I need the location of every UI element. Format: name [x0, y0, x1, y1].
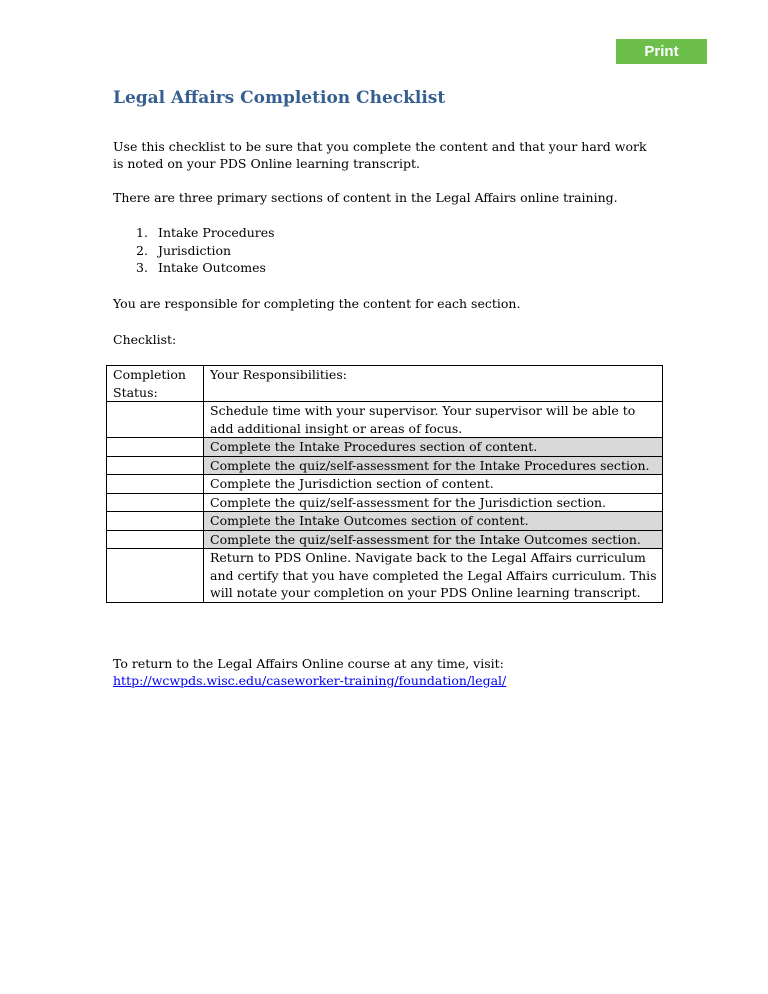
responsibility-cell: Return to PDS Online. Navigate back to the Legal Affairs curriculum and certify that you have completed the Legal Affairs curriculum. This will notate your completion on your PDS Online learning transcript.: [204, 549, 663, 603]
responsibility-cell: Complete the Jurisdiction section of content.: [204, 475, 663, 494]
responsibility-cell: Complete the quiz/self-assessment for the Intake Procedures section.: [204, 456, 663, 475]
list-number: 3.: [136, 260, 148, 275]
list-item: [113, 224, 275, 242]
status-cell[interactable]: [107, 475, 204, 494]
print-button[interactable]: Print: [616, 39, 707, 64]
status-cell[interactable]: [107, 549, 204, 603]
responsibility-cell: Complete the quiz/self-assessment for the Intake Outcomes section.: [204, 530, 663, 549]
table-row: [107, 493, 663, 512]
table-row: [107, 475, 663, 494]
responsibility-note: You are responsible for completing the content for each section.: [113, 296, 521, 311]
header-responsibilities: Your Responsibilities:: [204, 366, 663, 402]
list-label: Intake Procedures: [158, 225, 275, 240]
return-section: [113, 655, 658, 689]
status-cell[interactable]: [107, 438, 204, 457]
status-cell[interactable]: [107, 402, 204, 438]
list-label: Intake Outcomes: [158, 260, 266, 275]
sections-list: [113, 224, 275, 277]
table-row: [107, 438, 663, 457]
list-item: [113, 259, 275, 277]
responsibility-cell: Schedule time with your supervisor. Your supervisor will be able to add additional insight or areas of focus.: [204, 402, 663, 438]
status-cell[interactable]: [107, 493, 204, 512]
status-cell[interactable]: [107, 512, 204, 531]
table-row: [107, 402, 663, 438]
list-number: 2.: [136, 242, 148, 258]
header-status: Completion Status:: [107, 366, 204, 402]
responsibility-cell: Complete the Intake Procedures section of content.: [204, 438, 663, 457]
list-label: Jurisdiction: [158, 242, 232, 258]
table-row: [107, 512, 663, 531]
status-cell[interactable]: [107, 456, 204, 475]
table-row: [107, 549, 663, 603]
table-header-row: [107, 366, 663, 402]
checklist-table: [106, 365, 663, 603]
list-item: [113, 242, 275, 260]
status-cell[interactable]: [107, 530, 204, 549]
return-text: To return to the Legal Affairs Online course at any time, visit:: [113, 656, 504, 671]
sections-intro: There are three primary sections of content in the Legal Affairs online training.: [113, 190, 618, 205]
responsibility-cell: Complete the quiz/self-assessment for the Jurisdiction section.: [204, 493, 663, 512]
table-row: [107, 530, 663, 549]
table-row: [107, 456, 663, 475]
course-link[interactable]: http://wcwpds.wisc.edu/caseworker-training/foundation/legal/: [113, 673, 507, 688]
intro-paragraph: Use this checklist to be sure that you complete the content and that your hard work is noted on your PDS Online learning transcript.: [113, 139, 647, 171]
responsibility-cell: Complete the Intake Outcomes section of content.: [204, 512, 663, 531]
checklist-label: Checklist:: [113, 332, 177, 347]
page-title: Legal Affairs Completion Checklist: [113, 88, 446, 108]
list-number: 1.: [136, 225, 148, 240]
